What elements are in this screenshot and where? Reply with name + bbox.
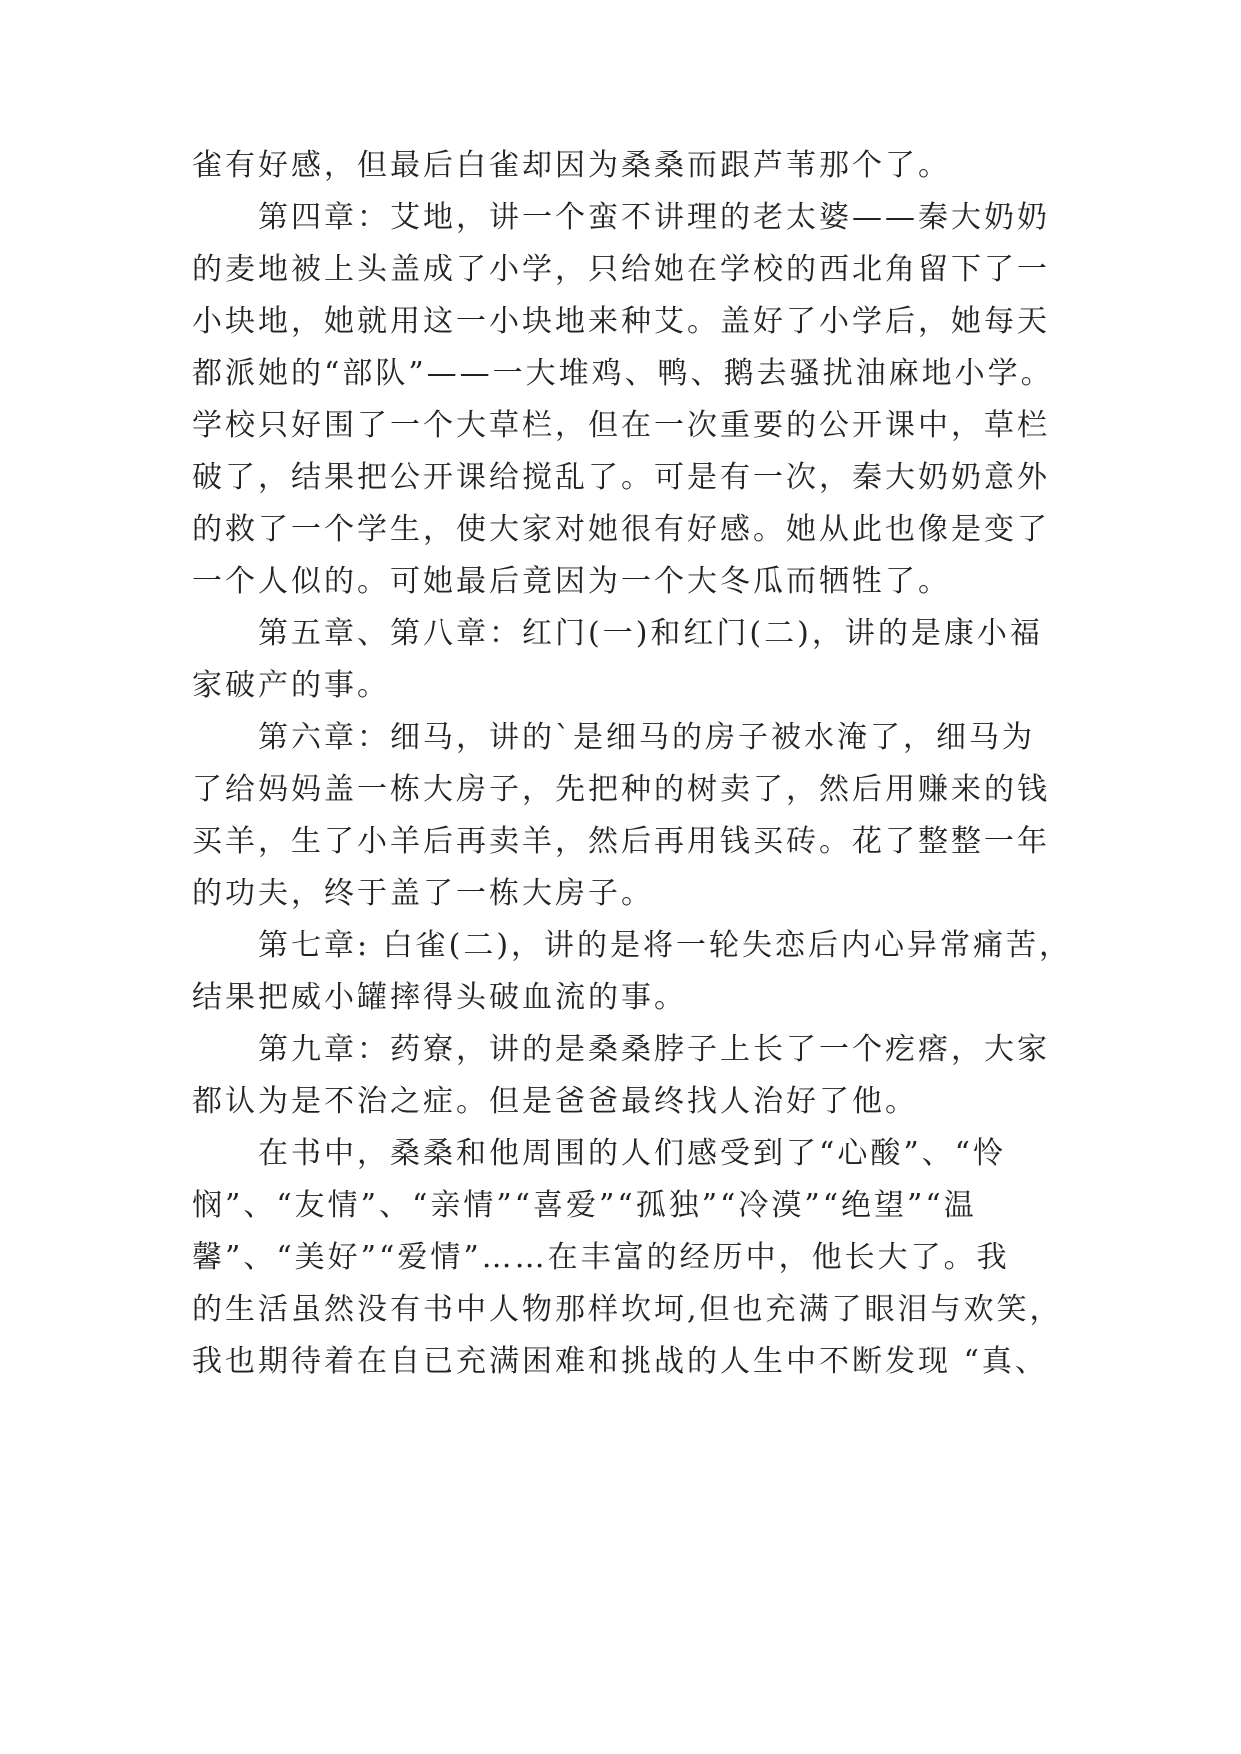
text-line: 都派她的“部队”——一大堆鸡、鸭、鹅去骚扰油麻地小学。: [192, 356, 1054, 391]
paragraph-start-line: 第七章: 白雀(二)，讲的是将一轮失恋后内心异常痛苦，: [258, 928, 1073, 963]
text-line: 的救了一个学生，使大家对她很有好感。她从此也像是变了: [192, 512, 1050, 547]
text-line: 结果把威小罐摔得头破血流的事。: [192, 980, 687, 1015]
text-line: 破了，结果把公开课给搅乱了。可是有一次，秦大奶奶意外: [192, 460, 1050, 495]
paragraph-start-line: 在书中，桑桑和他周围的人们感受到了“心酸”、“怜: [258, 1136, 1007, 1171]
text-line: 馨”、“美好”“爱情”……在丰富的经历中，他长大了。我: [192, 1240, 1010, 1275]
paragraph-start-line: 第九章：药寮，讲的是桑桑脖子上长了一个疙瘩，大家: [258, 1032, 1050, 1067]
text-line: 我也期待着在自已充满困难和挑战的人生中不断发现 “真、: [192, 1344, 1048, 1379]
text-line: 买羊，生了小羊后再卖羊，然后再用钱买砖。花了整整一年: [192, 824, 1050, 859]
paragraph-start-line: 第五章、第八章：红门(一)和红门(二)，讲的是康小福: [258, 616, 1043, 651]
text-line: 一个人似的。可她最后竟因为一个大冬瓜而牺牲了。: [192, 564, 951, 599]
text-line: 悯”、“友情”、“亲情”“喜爱”“孤独”“冷漠”“绝望”“温: [192, 1188, 977, 1223]
text-line: 家破产的事。: [192, 668, 390, 703]
text-line: 都认为是不治之症。但是爸爸最终找人治好了他。: [192, 1084, 918, 1119]
text-line: 的生活虽然没有书中人物那样坎坷,但也充满了眼泪与欢笑，: [192, 1292, 1063, 1327]
text-line: 学校只好围了一个大草栏，但在一次重要的公开课中，草栏: [192, 408, 1050, 443]
text-line: 小块地，她就用这一小块地来种艾。盖好了小学后，她每天: [192, 304, 1050, 339]
text-line: 了给妈妈盖一栋大房子，先把种的树卖了，然后用赚来的钱: [192, 772, 1050, 807]
text-line: 雀有好感，但最后白雀却因为桑桑而跟芦苇那个了。: [192, 148, 951, 183]
paragraph-start-line: 第六章：细马，讲的`是细马的房子被水淹了，细马为: [258, 720, 1035, 755]
text-line: 的麦地被上头盖成了小学，只给她在学校的西北角留下了一: [192, 252, 1050, 287]
text-line: 的功夫，终于盖了一栋大房子。: [192, 876, 654, 911]
paragraph-start-line: 第四章：艾地，讲一个蛮不讲理的老太婆——秦大奶奶: [258, 200, 1050, 235]
